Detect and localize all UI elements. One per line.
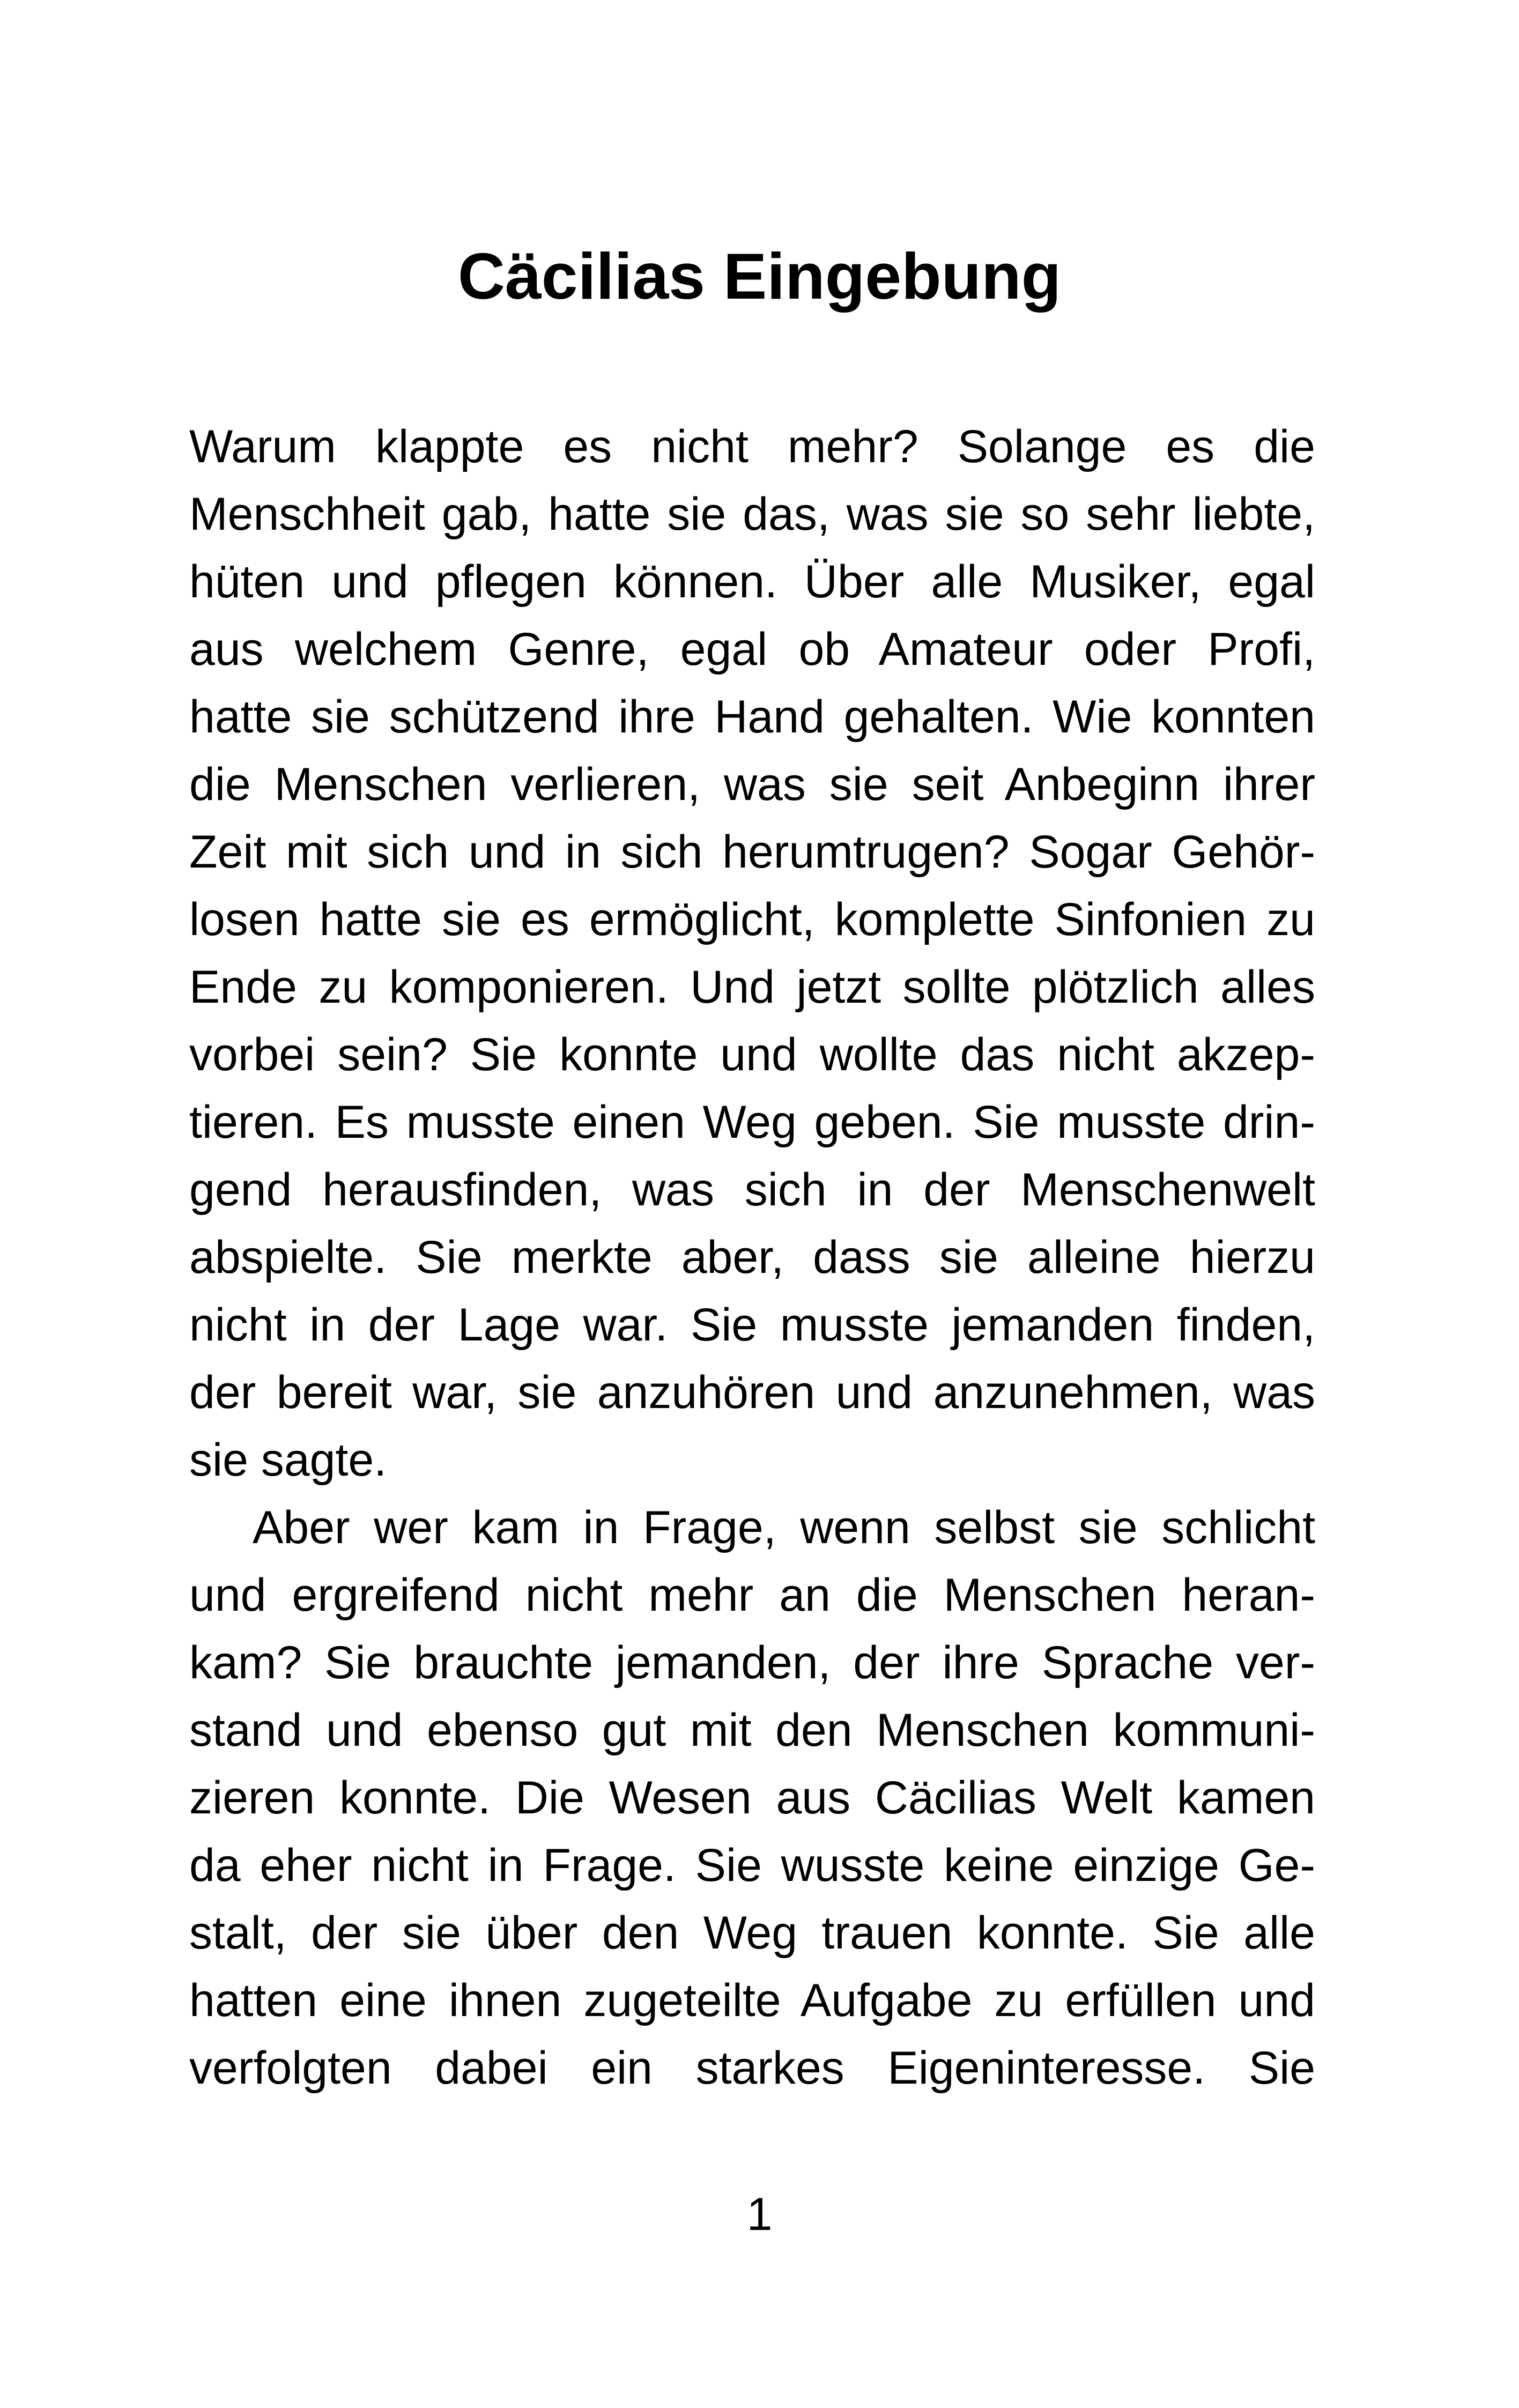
text-line: verfolgten dabei ein starkes Eigeninteresse. Sie [189, 2042, 1315, 2094]
page-number: 1 [746, 2189, 773, 2240]
text-line: kam? Sie brauchte jemanden, der ihre Sprache ver- [189, 1637, 1315, 1688]
text-line: hüten und pflegen können. Über alle Musiker, egal [189, 556, 1315, 607]
text-line: zieren konnte. Die Wesen aus Cäcilias Welt kamen [189, 1772, 1315, 1824]
text-line: vorbei sein? Sie konnte und wollte das nicht akzep- [189, 1029, 1315, 1080]
page-title: Cäcilias Eingebung [457, 240, 1062, 313]
text-line: stalt, der sie über den Weg trauen konnte. Sie alle [189, 1907, 1315, 1959]
text-line: sie sagte. [189, 1434, 387, 1486]
text-line: und ergreifend nicht mehr an die Menschen heran- [189, 1569, 1315, 1621]
text-line: nicht in der Lage war. Sie musste jemanden finden, [189, 1299, 1315, 1351]
text-line: Aber wer kam in Frage, wenn selbst sie schlicht [253, 1502, 1315, 1553]
text-line: die Menschen verlieren, was sie seit Anbeginn ihrer [189, 759, 1315, 810]
text-line: abspielte. Sie merkte aber, dass sie alleine hierzu [189, 1232, 1315, 1283]
text-line: Ende zu komponieren. Und jetzt sollte plötzlich alles [189, 961, 1315, 1013]
text-line: losen hatte sie es ermöglicht, komplette Sinfonien zu [189, 894, 1315, 945]
text-line: gend herausfinden, was sich in der Menschenwelt [189, 1164, 1315, 1216]
text-line: hatten eine ihnen zugeteilte Aufgabe zu erfüllen und [189, 1975, 1315, 2026]
text-line: der bereit war, sie anzuhören und anzunehmen, was [189, 1367, 1315, 1418]
text-line: Zeit mit sich und in sich herumtrugen? Sogar Gehör- [189, 826, 1315, 878]
text-line: aus welchem Genre, egal ob Amateur oder Profi, [189, 624, 1315, 675]
body-text [189, 413, 1315, 2102]
text-line: stand und ebenso gut mit den Menschen kommuni- [189, 1705, 1315, 1756]
text-line: tieren. Es musste einen Weg geben. Sie musste drin- [189, 1096, 1315, 1148]
text-line: hatte sie schützend ihre Hand gehalten. Wie konnten [189, 691, 1315, 743]
text-line: Warum klappte es nicht mehr? Solange es die [189, 421, 1315, 472]
text-line: Menschheit gab, hatte sie das, was sie so sehr liebte, [189, 488, 1315, 540]
text-line: da eher nicht in Frage. Sie wusste keine einzige Ge- [189, 1840, 1315, 1891]
